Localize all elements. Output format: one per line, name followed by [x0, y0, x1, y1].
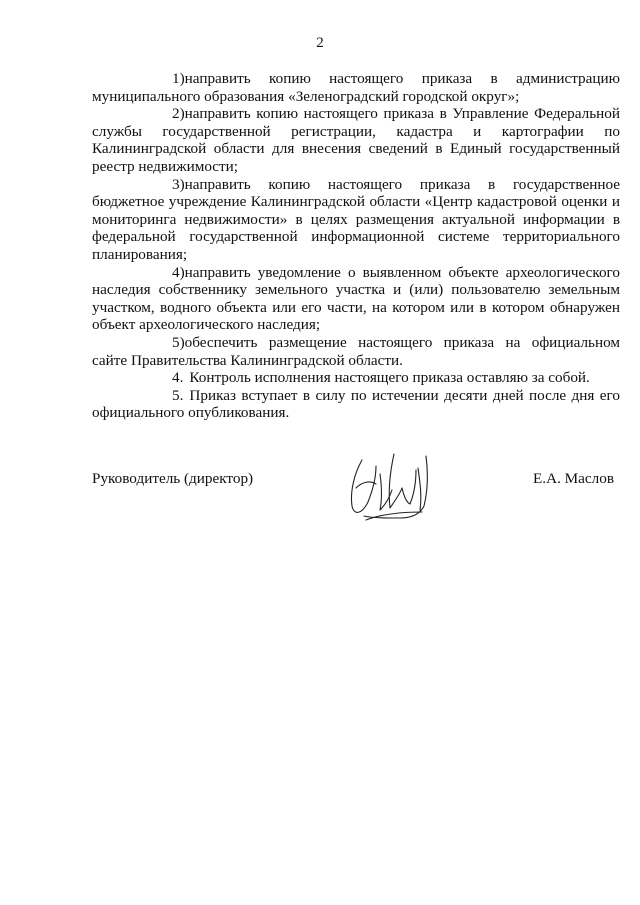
list-item [92, 176, 620, 264]
page-number: 2 [316, 35, 324, 51]
item-number: 5) [172, 333, 185, 351]
item-text: направить уведомление о выявленном объекте археологического наследия собственнику земельного участка и (или) пользователю земельным участком, водного объекта или его части, на котором или в котором обнаружен объект археологического наследия; [92, 263, 620, 334]
list-item [92, 387, 620, 422]
signatory-title: Руководитель (директор) [92, 470, 254, 487]
item-text: направить копию настоящего приказа в администрацию муниципального образования «Зеленоградский городской округ»; [92, 70, 620, 105]
list-item [92, 369, 620, 387]
signatory-name: Е.А. Маслов [533, 470, 614, 487]
item-text: направить копию настоящего приказа в государственное бюджетное учреждение Калининградской области «Центр кадастровой оценки и мониторинга недвижимости» в целях размещения актуальной информации в федеральной государственной информационной системе территориального планирования; [92, 175, 620, 263]
item-number: 3) [172, 175, 185, 193]
item-text: обеспечить размещение настоящего приказа на официальном сайте Правительства Калининградской области. [92, 333, 620, 369]
item-text: Приказ вступает в силу по истечении десяти дней после дня его официального опубликования. [92, 386, 620, 422]
item-number: 4. [172, 369, 184, 387]
handwritten-signature [342, 444, 452, 524]
list-item [92, 264, 620, 334]
document-body [92, 70, 620, 422]
item-number: 2) [172, 105, 185, 123]
item-text: Контроль исполнения настоящего приказа оставляю за собой. [189, 369, 590, 387]
list-item [92, 70, 620, 105]
item-number: 1) [172, 70, 185, 87]
item-number: 4) [172, 263, 185, 281]
item-text: направить копию настоящего приказа в Управление Федеральной службы государственной регистрации, кадастра и картографии по Калининградской области для внесения сведений в Единый государственный реестр недвижимости; [92, 105, 620, 175]
item-number: 5. [172, 386, 184, 404]
list-item [92, 105, 620, 175]
list-item [92, 334, 620, 369]
